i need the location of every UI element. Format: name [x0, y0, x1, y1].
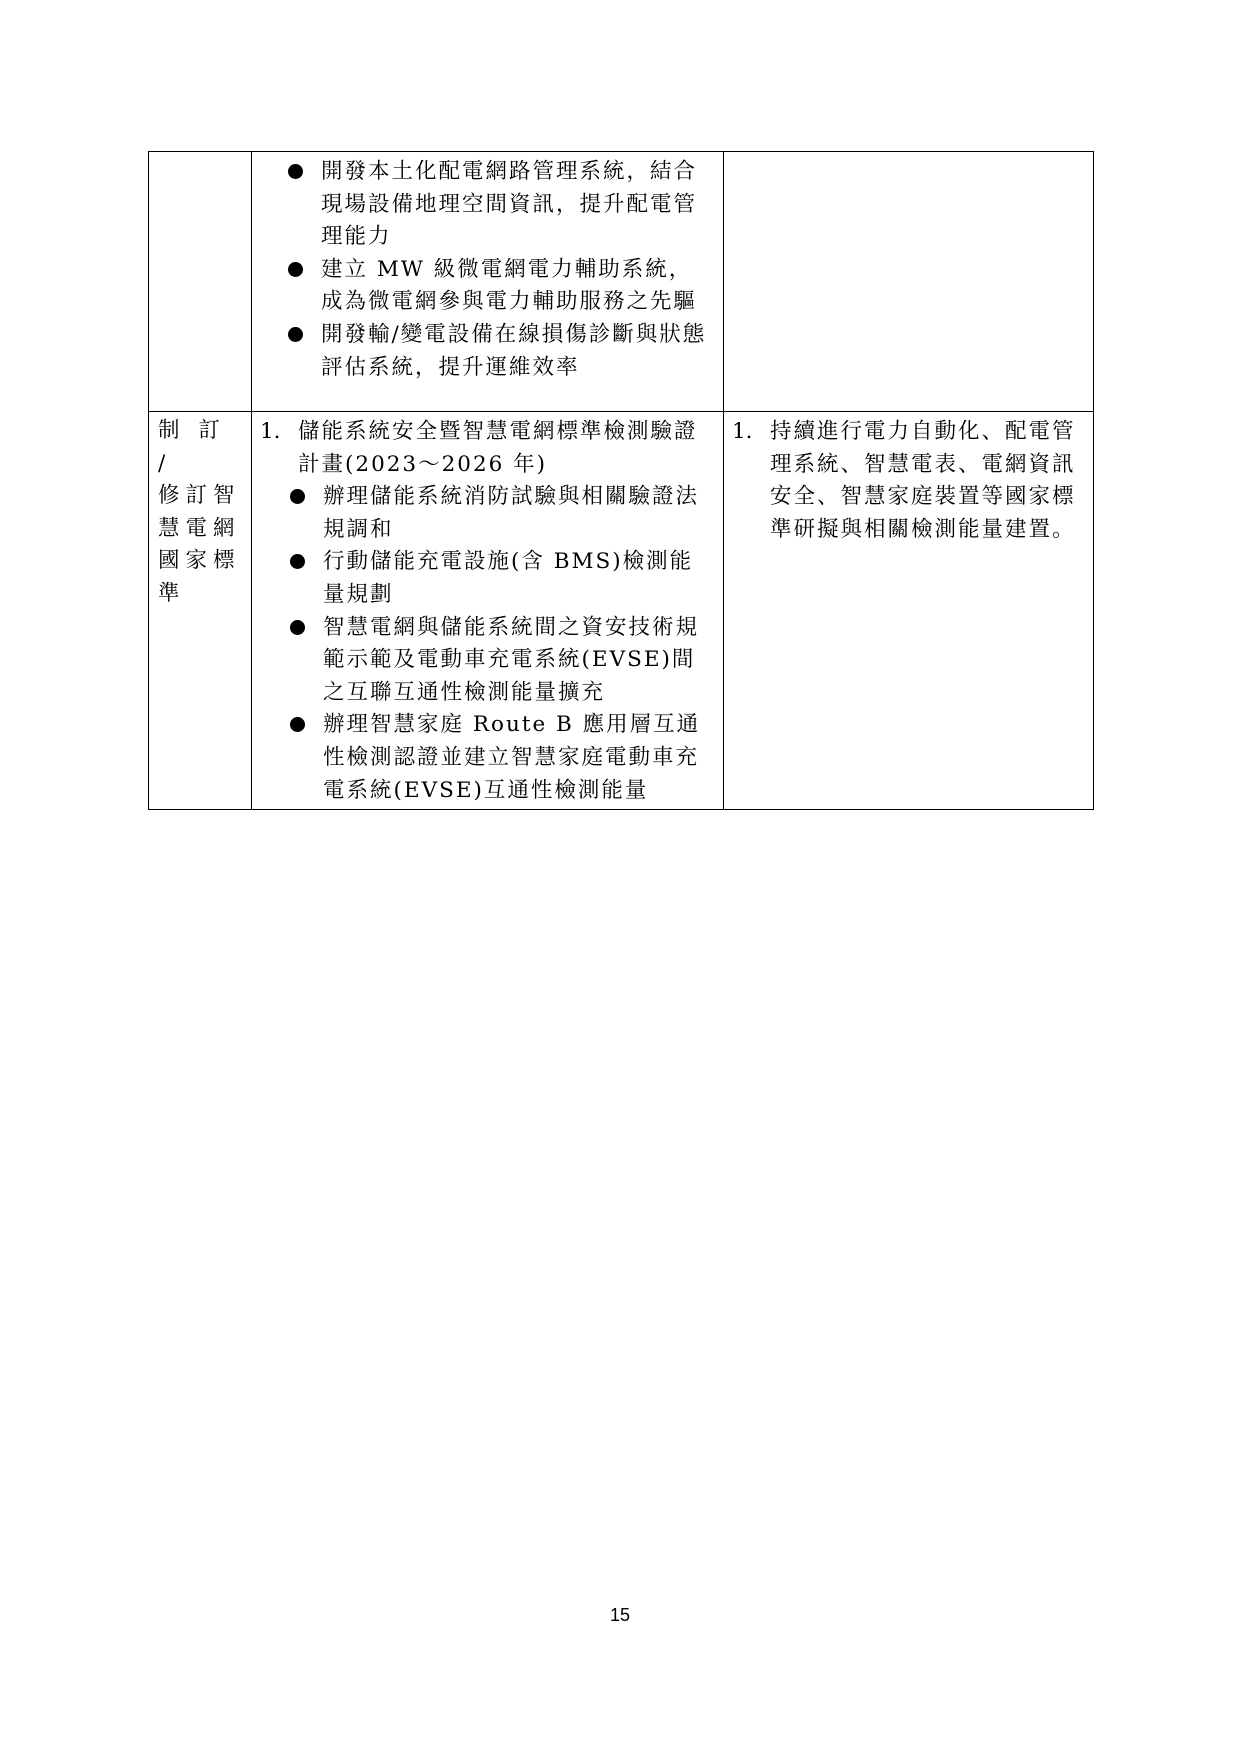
bullet-list	[286, 156, 715, 384]
bullet-text: 智慧電網與儲能系統間之資安技術規範示範及電動車充電系統(EVSE)間之互聯互通性檢測能量擴充	[323, 614, 700, 705]
numbered-item	[732, 416, 1085, 546]
bullet-text: 辦理儲能系統消防試驗與相關驗證法規調和	[323, 484, 700, 542]
bullet-text: 行動儲能充電設施(含 BMS)檢測能量規劃	[323, 549, 694, 607]
list-item	[288, 481, 715, 546]
bullet-text: 開發輸/變電設備在線損傷診斷與狀態評估系統，提升運維效率	[321, 321, 707, 380]
item-number: 1.	[732, 419, 753, 444]
bullet-icon	[288, 612, 323, 635]
future-items-cell	[724, 412, 1094, 810]
category-cell	[149, 412, 252, 810]
category-label: 制 訂 / 修訂智 慧電網 國家標 準	[158, 418, 241, 606]
table-row	[149, 152, 1094, 412]
bullet-icon	[286, 156, 321, 179]
current-items-cell	[252, 152, 724, 412]
numbered-item	[260, 416, 715, 481]
bullet-icon	[286, 319, 321, 342]
plan-table	[148, 151, 1094, 810]
item-text: 持續進行電力自動化、配電管理系統、智慧電表、電網資訊安全、智慧家庭裝置等國家標準研擬與相關檢測能量建置。	[770, 419, 1076, 542]
bullet-text: 辦理智慧家庭 Route B 應用層互通性檢測認證並建立智慧家庭電動車充電系統(EVSE)互通性檢測能量	[323, 712, 701, 803]
future-items-cell	[724, 152, 1094, 412]
item-number: 1.	[260, 419, 281, 444]
list-item	[286, 254, 715, 319]
table-row	[149, 412, 1094, 810]
item-title: 儲能系統安全暨智慧電網標準檢測驗證計畫(2023～2026 年)	[298, 419, 698, 477]
bullet-icon	[288, 481, 323, 504]
list-item	[288, 612, 715, 710]
list-item	[286, 319, 715, 384]
bullet-list	[298, 481, 715, 807]
list-item	[286, 156, 715, 254]
bullet-text: 建立 MW 級微電網電力輔助系統，成為微電網參與電力輔助服務之先驅	[321, 256, 698, 315]
list-item	[288, 709, 715, 807]
current-items-cell	[252, 412, 724, 810]
bullet-icon	[288, 546, 323, 569]
list-item	[288, 546, 715, 611]
page-number: 15	[609, 1605, 631, 1625]
bullet-icon	[286, 254, 321, 277]
bullet-icon	[288, 709, 323, 732]
bullet-text: 開發本土化配電網路管理系統，結合現場設備地理空間資訊，提升配電管理能力	[321, 159, 698, 250]
category-cell	[149, 152, 252, 412]
